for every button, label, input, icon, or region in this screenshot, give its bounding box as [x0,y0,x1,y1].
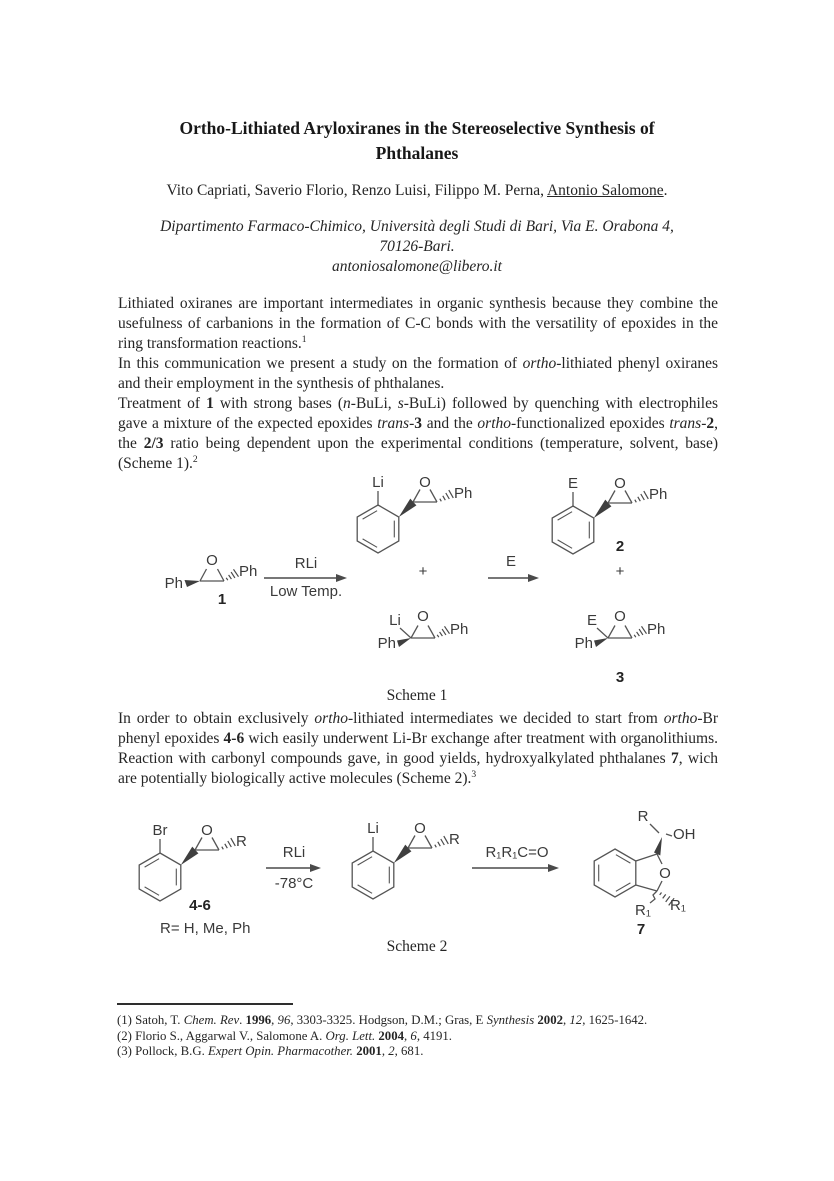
r-group-legend: R= H, Me, Ph [160,920,251,937]
plus-sign-2: + [615,563,625,580]
atom-label-r: R [449,831,460,848]
atom-label-ph: Ph [649,486,668,503]
atom-label-li: Li [372,474,384,491]
scheme1-reagent-label: RLi [294,555,318,572]
scheme1-condition-label: Low Temp. [269,583,343,600]
scheme1-reaction-arrow-2 [488,572,540,584]
atom-label-r: R [236,833,247,850]
footnote-separator [117,1003,293,1005]
compound-7-structure [577,793,727,938]
plus-sign-1: + [418,563,428,580]
scheme2-ortho-lithiated-structure [335,803,475,905]
body-block-1 [118,294,718,474]
paper-title-line1: Ortho-Lithiated Aryloxiranes in the Stereoselective Synthesis of [179,118,655,138]
compound-3-number: 3 [615,669,625,686]
scheme2-caption: Scheme 2 [386,938,448,955]
atom-label-r: R [637,808,649,825]
ortho-lithiated-intermediate-structure [340,457,480,559]
paper-title [80,116,754,166]
atom-label-o: O [419,474,431,491]
compound-3-structure [556,594,706,686]
compound-4-6-structure [122,805,262,915]
compound-2-number: 2 [615,538,625,555]
paper-title-line2: Phthalanes [375,143,459,163]
authors-line: Vito Capriati, Saverio Florio, Renzo Luisi, Filippo M. Perna, Antonio Salomone. [166,182,668,199]
atom-label-o: O [614,608,626,625]
compound-4-6-number: 4-6 [189,897,211,914]
atom-label-o: O [201,822,213,839]
atom-label-ph-right: Ph [450,621,469,638]
body-block-2 [118,709,718,789]
carbonyl-reagent-label: R₁R₁C=O [485,844,549,861]
atom-label-o: O [417,608,429,625]
atom-label-li: Li [389,612,401,629]
scheme2-reagent-label: RLi [282,844,306,861]
atom-label-ph-right: Ph [647,621,666,638]
atom-label-ph-left: Ph [574,635,593,652]
paragraph-1: Lithiated oxiranes are important intermediates in organic synthesis because they combine the usefulness of carbanions in the formation of C-C bonds with the versatility of epoxides in the ring transformation reactions.$^1$ [118,295,718,352]
atom-label-li: Li [367,820,379,837]
footnotes-block [117,1013,657,1060]
benzylic-lithiated-intermediate-structure [359,594,509,658]
atom-label-o: O [414,820,426,837]
scheme2-reaction-arrow-1 [266,862,322,874]
compound-7-number: 7 [636,921,646,938]
compound-1-number: 1 [217,591,227,607]
atom-label-ph: Ph [454,485,473,502]
compound-2-structure [535,458,675,560]
atom-label-ph-left: Ph [164,575,183,592]
atom-label-ph-right: Ph [239,563,258,580]
electrophile-label: E [505,553,516,570]
atom-label-br: Br [152,822,168,839]
footnote-1: (1) Satoh, T. Chem. Rev. 1996, 96, 3303-3325. Hodgson, D.M.; Gras, E Synthesis 2002, 12, 1625-1642. [117,1013,648,1027]
paragraph-4: In order to obtain exclusively ortho-lithiated intermediates we decided to start from ortho-Br phenyl epoxides 4-6 wich easily underwent Li-Br exchange after treatment with organolithiums. Reaction with carbonyl compounds gave, in good yields, hydroxyalkylated phthalanes 7, wich are potentially biologically active molecules (Scheme 2).$^3$ [118,710,719,787]
atom-label-e: E [586,612,598,629]
affiliation-line2: 70126-Bari. [379,238,455,255]
atom-label-r1-left: R₁ [635,902,651,919]
atom-label-ph-left: Ph [377,635,396,652]
affiliation-line1: Dipartimento Farmaco-Chimico, Università degli Studi di Bari, Via E. Orabona 4, [160,218,674,235]
atom-label-ring-o: O [659,865,671,882]
scheme2-reaction-arrow-2 [472,862,560,874]
paragraph-3: Treatment of 1 with strong bases (n-BuLi, s-BuLi) followed by quenching with electrophiles gave a mixture of the expected epoxides trans-3 and the ortho-functionalized epoxides trans-2, the 2/3 ratio being dependent upon the experimental conditions (temperature, solvent, base) (Scheme 1).$^2$ [118,395,719,472]
paragraph-2: In this communication we present a study on the formation of ortho-lithiated phenyl oxiranes and their employment in the synthesis of phthalanes. [118,355,718,392]
atom-label-e: E [567,475,579,492]
footnote-3: (3) Pollock, B.G. Expert Opin. Pharmacother. 2001, 2, 681. [117,1044,424,1059]
atom-label-o: O [206,552,218,569]
scheme1-caption: Scheme 1 [386,687,448,704]
email-address: antoniosalomone@libero.it [332,258,502,275]
footnote-2: (2) Florio S., Aggarwal V., Salomone A. Org. Lett. 2004, 6, 4191. [117,1028,453,1043]
affiliation-block [80,217,754,277]
atom-label-r1-right: R₁ [670,897,686,914]
atom-label-o: O [614,475,626,492]
scheme2-condition-label: -78°C [274,875,314,892]
atom-label-oh: OH [673,826,696,843]
